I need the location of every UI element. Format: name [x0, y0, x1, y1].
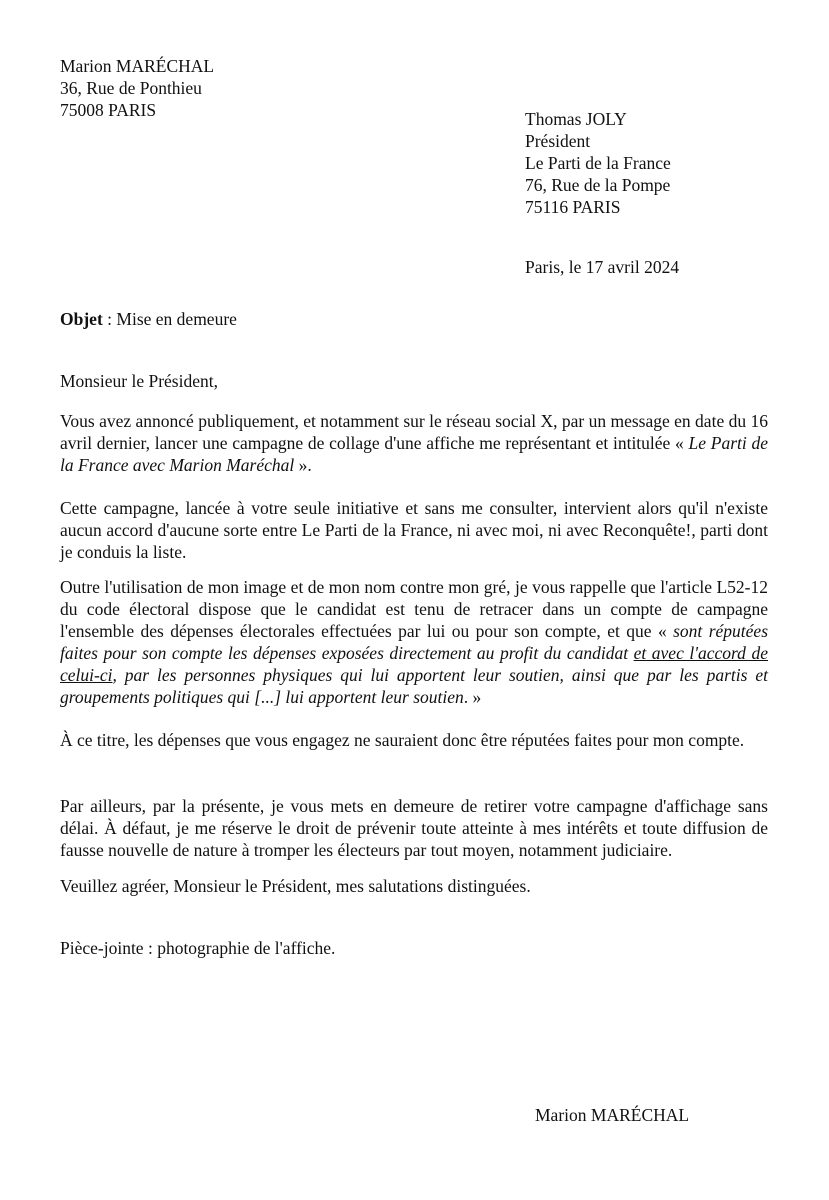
- sender-city: 75008 PARIS: [60, 100, 157, 120]
- sender-street: 36, Rue de Ponthieu: [60, 78, 202, 98]
- subject-line: [60, 308, 237, 330]
- recipient-role: Président: [525, 131, 591, 151]
- sender-name: Marion MARÉCHAL: [60, 56, 215, 76]
- closing-formula: Veuillez agréer, Monsieur le Président, mes salutations distinguées.: [60, 876, 531, 896]
- recipient-street: 76, Rue de la Pompe: [525, 175, 671, 195]
- subject-separator: :: [102, 309, 117, 329]
- date-line: Paris, le 17 avril 2024: [525, 257, 680, 277]
- paragraph-electoral-code-text: Outre l'utilisation de mon image et de mon nom contre mon gré, je vous rappelle que l'article L52-12 du code électoral dispose que le candidat est tenu de retracer dans un compte de campagne l'ensemble des dépenses électorales effectuées par lui ou pour son compte, et que «: [60, 577, 768, 641]
- recipient-city: 75116 PARIS: [525, 197, 621, 217]
- sender-address: [60, 55, 214, 121]
- recipient-name: Thomas JOLY: [525, 109, 627, 129]
- paragraph-expenses: À ce titre, les dépenses que vous engagez ne sauraient donc être réputées faites pour mon compte.: [60, 730, 745, 750]
- law-quote-underlined: et avec l'accord de celui-ci: [60, 643, 768, 685]
- recipient-address: [525, 108, 671, 218]
- paragraph-no-agreement: Cette campagne, lancée à votre seule initiative et sans me consulter, intervient alors qu'il n'existe aucun accord d'aucune sorte entre Le Parti de la France, ni avec moi, ni avec Reconquête!, parti dont je conduis la liste.: [60, 498, 768, 562]
- paragraph-announcement: [60, 410, 768, 476]
- poster-title: Le Parti de la France avec Marion Maréchal: [60, 433, 768, 475]
- paragraph-announcement-text: Vous avez annoncé publiquement, et notamment sur le réseau social X, par un message en date du 16 avril dernier, lancer une campagne de collage d'une affiche me représentant et intitulée «: [60, 411, 768, 453]
- paragraph-announcement-end: ».: [294, 455, 312, 475]
- subject-text: Mise en demeure: [116, 309, 237, 329]
- paragraph-electoral-code: [60, 576, 768, 708]
- recipient-organization: Le Parti de la France: [525, 153, 671, 173]
- subject-label: Objet: [60, 309, 103, 329]
- paragraph-formal-notice: Par ailleurs, par la présente, je vous mets en demeure de retirer votre campagne d'affichage sans délai. À défaut, je me réserve le droit de prévenir toute atteinte à mes intérêts et toute diffusion de fausse nouvelle de nature à tromper les électeurs par tout moyen, notamment judiciaire.: [60, 796, 768, 860]
- salutation: Monsieur le Président,: [60, 371, 218, 391]
- attachment-note: Pièce-jointe : photographie de l'affiche.: [60, 938, 336, 958]
- law-quote-part2: , par les personnes physiques qui lui apportent leur soutien, ainsi que par les partis et groupements politiques qui [...] lui apportent leur soutien: [60, 665, 768, 707]
- signature-name: Marion MARÉCHAL: [535, 1105, 690, 1125]
- paragraph-electoral-code-end: . »: [463, 687, 482, 707]
- law-quote-part1: sont réputées faites pour son compte les dépenses exposées directement au profit du candidat: [60, 621, 769, 663]
